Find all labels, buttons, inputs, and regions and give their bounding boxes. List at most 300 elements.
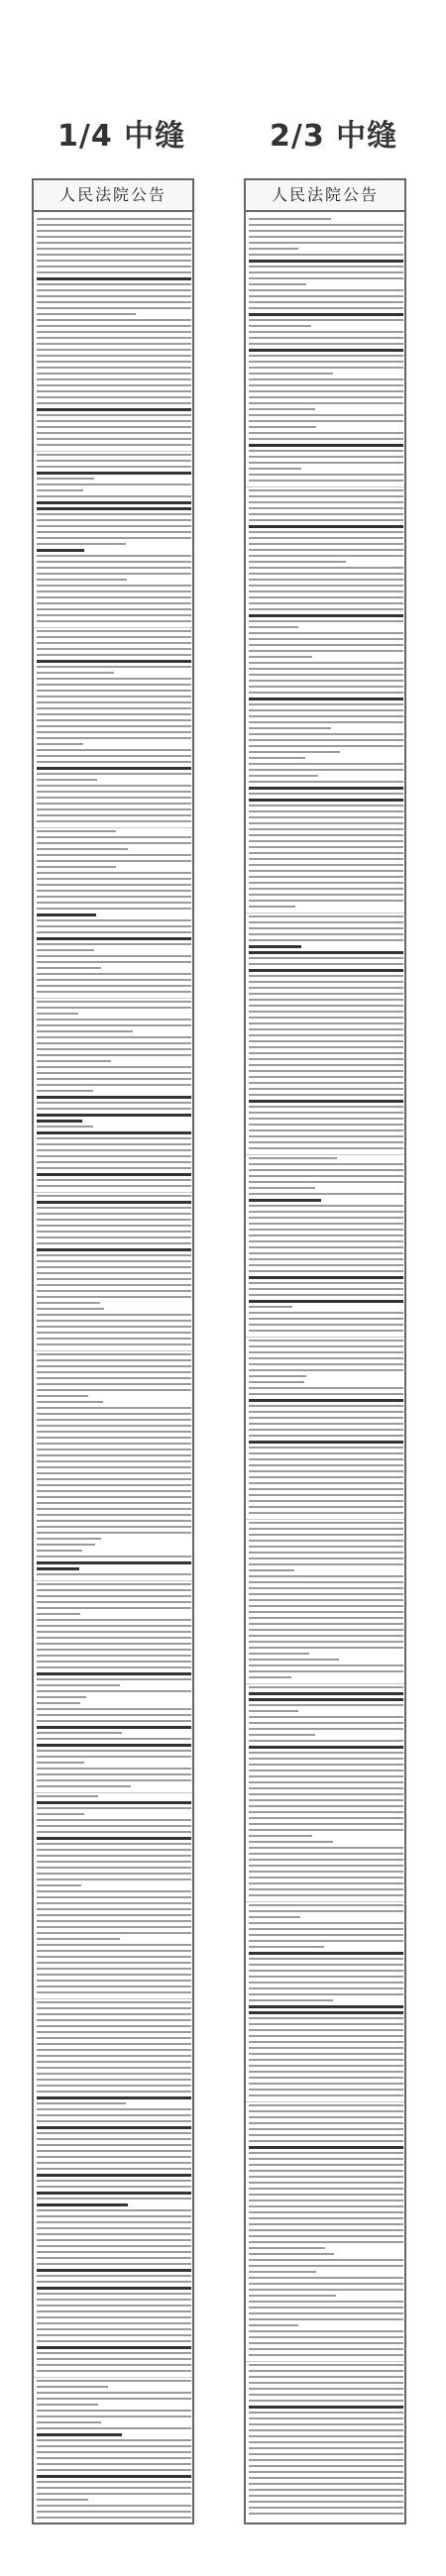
notice-text-line	[37, 743, 83, 745]
notice-text-line	[37, 254, 191, 256]
notice-text-line	[249, 1411, 403, 1413]
notice-text-line	[249, 2029, 403, 2031]
notice-text-line	[37, 343, 191, 345]
notice-text-line	[249, 283, 306, 285]
notice-text-line	[249, 2247, 325, 2249]
notice-text-line	[249, 757, 305, 759]
notice-text-line	[249, 2065, 403, 2067]
notice-text-line	[37, 1773, 191, 1775]
notice-text-line	[249, 1557, 403, 1559]
notice-text-line	[249, 1234, 403, 1236]
notice-text-line	[37, 1950, 191, 1952]
notice-text-line	[37, 2251, 191, 2253]
notice-text-line	[249, 355, 403, 357]
notice-text-line	[249, 531, 403, 533]
notice-text-line	[37, 707, 191, 709]
notice-text-line	[249, 543, 403, 545]
notice-text-line	[249, 1011, 403, 1013]
notice-text-line	[37, 2102, 126, 2104]
notice-text-line	[249, 1922, 403, 1924]
notice-text-line	[37, 1114, 191, 1117]
notice-text-line	[37, 967, 101, 969]
notice-text-line	[249, 1676, 291, 1678]
notice-text-line	[37, 2415, 191, 2417]
notice-text-line	[37, 2421, 101, 2423]
notice-text-line	[249, 1710, 298, 1712]
notice-text-line	[37, 684, 191, 686]
notice-text-line	[37, 630, 191, 632]
notice-text-line	[249, 426, 316, 428]
notice-text-line	[37, 2451, 191, 2453]
notice-text-line	[249, 1611, 403, 1613]
notice-text-line	[37, 549, 84, 552]
notice-text-line	[249, 1835, 312, 1837]
notice-text-line	[249, 1811, 403, 1813]
notice-text-line	[37, 266, 191, 268]
notice-text-line	[249, 1587, 403, 1589]
notice-text-line	[37, 1980, 191, 1982]
notice-text-line	[37, 1556, 191, 1557]
notice-text-line	[37, 890, 191, 892]
notice-text-line	[249, 289, 403, 291]
notice-text-line	[37, 2445, 191, 2447]
notice-text-line	[37, 1583, 191, 1585]
notice-text-line	[37, 301, 191, 303]
notice-text-line	[249, 2053, 403, 2055]
notice-text-line	[37, 614, 191, 616]
notice-text-line	[37, 1573, 191, 1575]
notice-text-line	[249, 495, 403, 497]
notice-text-line	[37, 902, 191, 904]
notice-text-line	[249, 2128, 403, 2130]
notice-text-line	[37, 2340, 191, 2342]
notice-text-line	[37, 1126, 93, 1127]
notice-text-line	[37, 1496, 191, 1498]
notice-text-line	[249, 1447, 403, 1449]
notice-text-line	[37, 1490, 191, 1492]
notice-text-line	[249, 2465, 403, 2467]
notice-text-line	[37, 414, 191, 416]
notice-text-line	[249, 2017, 403, 2019]
notice-text-line	[37, 1371, 191, 1373]
notice-text-line	[249, 1817, 403, 1819]
notice-separator	[34, 2377, 192, 2378]
notice-text-line	[37, 2209, 191, 2211]
notice-text-line	[37, 1048, 191, 1050]
notice-text-line	[249, 1847, 403, 1849]
notice-text-line	[37, 2245, 191, 2247]
notice-text-line	[37, 842, 191, 844]
notice-text-line	[37, 460, 191, 462]
notice-text-line	[37, 1272, 191, 1274]
notice-text-line	[249, 585, 403, 587]
notice-text-line	[249, 1647, 403, 1649]
notice-text-line	[249, 1940, 403, 1942]
notice-separator	[34, 1350, 192, 1351]
notice-text-line	[249, 1987, 403, 1989]
notice-text-line	[37, 1302, 100, 1304]
notice-text-line	[37, 1072, 191, 1074]
notice-text-line	[249, 1252, 403, 1254]
notice-text-line	[249, 1910, 403, 1912]
notice-text-line	[249, 1546, 403, 1548]
notice-text-line	[249, 224, 403, 226]
notice-text-line	[37, 1708, 191, 1710]
notice-text-line	[37, 1613, 80, 1615]
notice-text-line	[249, 1964, 403, 1966]
notice-text-line	[37, 349, 191, 351]
notice-text-line	[37, 1938, 120, 1940]
notice-text-line	[37, 390, 191, 392]
notice-text-line	[37, 931, 191, 933]
notice-text-line	[37, 678, 191, 680]
notice-text-line	[249, 1417, 403, 1419]
notice-text-line	[249, 2041, 403, 2043]
notice-text-line	[37, 373, 191, 375]
notice-text-line	[37, 1137, 191, 1139]
notice-text-line	[37, 1425, 191, 1427]
notice-text-line	[249, 1363, 403, 1365]
notice-text-line	[249, 2370, 403, 2372]
notice-text-line	[37, 2096, 191, 2099]
notice-text-line	[249, 402, 403, 404]
notice-text-line	[249, 525, 403, 528]
notice-text-line	[249, 2140, 403, 2142]
notice-text-line	[249, 2483, 403, 2485]
notice-text-line	[249, 2182, 403, 2184]
notice-text-line	[37, 991, 191, 993]
notice-text-line	[249, 680, 403, 682]
notice-text-line	[249, 662, 403, 664]
column-body-right	[246, 212, 404, 2524]
notice-text-line	[37, 761, 191, 763]
notice-text-line	[249, 692, 403, 694]
notice-text-line	[37, 2174, 191, 2177]
notice-text-line	[249, 1512, 403, 1514]
notice-text-line	[37, 2007, 191, 2009]
notice-text-line	[37, 1690, 191, 1692]
notice-text-line	[249, 1569, 294, 1571]
notice-text-line	[249, 1659, 339, 1661]
notice-text-line	[249, 1993, 403, 1995]
notice-text-line	[37, 2156, 191, 2158]
notice-text-line	[37, 1520, 191, 1522]
notice-text-line	[37, 1637, 191, 1639]
notice-text-line	[37, 1538, 101, 1540]
notice-text-line	[37, 2427, 191, 2429]
notice-text-line	[37, 1278, 191, 1280]
notice-text-line	[249, 602, 403, 604]
notice-text-line	[249, 852, 403, 854]
notice-text-line	[249, 1653, 309, 1655]
notice-text-line	[37, 1185, 191, 1187]
notice-text-line	[37, 2463, 191, 2465]
notice-text-line	[37, 1314, 191, 1316]
notice-text-line	[249, 1135, 403, 1137]
notice-text-line	[37, 585, 191, 587]
notice-text-line	[37, 1326, 191, 1328]
notice-text-line	[37, 848, 128, 850]
notice-text-line	[37, 1878, 191, 1880]
notice-text-line	[249, 957, 403, 959]
notice-text-line	[249, 686, 403, 688]
notice-text-line	[37, 2043, 191, 2045]
notice-text-line	[249, 1441, 403, 1444]
notice-text-line	[249, 1375, 306, 1377]
notice-text-line	[249, 1605, 403, 1607]
notice-text-line	[249, 933, 403, 935]
notice-text-line	[249, 2382, 403, 2384]
notice-text-line	[249, 1357, 403, 1359]
notice-text-line	[37, 307, 191, 309]
notice-text-line	[37, 1762, 84, 1764]
notice-text-line	[37, 1750, 191, 1752]
notice-text-line	[249, 468, 301, 470]
notice-text-line	[37, 1607, 191, 1609]
notice-text-line	[37, 1219, 191, 1221]
column-title-right: 人民法院公告	[246, 180, 404, 212]
notice-text-line	[37, 242, 191, 244]
notice-text-line	[249, 963, 403, 965]
notice-text-line	[37, 1532, 191, 1534]
notice-text-line	[249, 2047, 403, 2049]
notice-text-line	[37, 1254, 191, 1256]
notice-text-line	[37, 402, 191, 404]
notice-text-line	[37, 519, 191, 521]
notice-separator	[246, 1901, 404, 1902]
notice-text-line	[37, 1843, 191, 1845]
notice-text-line	[37, 814, 191, 816]
notice-text-line	[249, 1799, 403, 1801]
notice-text-line	[37, 1514, 191, 1516]
notice-text-line	[37, 1726, 191, 1729]
notice-text-line	[249, 2116, 403, 2118]
notice-text-line	[249, 1405, 403, 1407]
notice-text-line	[249, 242, 403, 244]
notice-text-line	[249, 840, 403, 842]
notice-text-line	[37, 1625, 191, 1627]
notice-text-line	[37, 602, 191, 604]
notice-text-line	[249, 1764, 403, 1766]
notice-text-line	[249, 218, 331, 220]
notice-text-line	[37, 444, 191, 446]
notice-text-line	[249, 432, 403, 434]
notice-text-line	[37, 1867, 191, 1869]
notice-text-line	[249, 1076, 403, 1078]
notice-text-line	[37, 537, 191, 539]
notice-text-line	[249, 2188, 403, 2190]
notice-text-line	[37, 218, 191, 220]
notice-text-line	[37, 1795, 98, 1797]
notice-separator	[34, 1998, 192, 1999]
notice-text-line	[249, 579, 403, 581]
notice-text-line	[37, 1236, 191, 1238]
notice-text-line	[37, 1401, 103, 1403]
notice-text-line	[249, 1282, 403, 1284]
notice-text-line	[37, 1108, 191, 1110]
notice-text-line	[249, 1052, 403, 1054]
notice-text-line	[249, 1805, 403, 1807]
notice-text-line	[37, 1078, 191, 1080]
notice-text-line	[37, 791, 191, 793]
notice-text-line	[249, 2429, 403, 2431]
notice-text-line	[249, 2312, 403, 2314]
notice-text-line	[249, 1853, 403, 1855]
notice-text-line	[37, 472, 191, 475]
notice-text-line	[249, 1698, 403, 1701]
notice-text-line	[37, 355, 191, 357]
notice-text-line	[37, 2215, 191, 2217]
notice-text-line	[249, 2364, 403, 2366]
notice-text-line	[37, 1060, 111, 1062]
notice-text-line	[37, 2469, 191, 2471]
notice-text-line	[37, 513, 191, 515]
notice-text-line	[249, 2453, 403, 2455]
notice-text-line	[37, 277, 191, 280]
notice-text-line	[37, 1030, 133, 1032]
notice-text-line	[249, 1686, 403, 1688]
notice-text-line	[37, 489, 83, 491]
notice-text-line	[249, 2158, 403, 2160]
notice-text-line	[37, 1678, 191, 1680]
notice-text-line	[249, 2059, 403, 2061]
notice-text-line	[249, 1746, 403, 1749]
notice-text-line	[37, 2346, 191, 2349]
notice-text-line	[249, 1976, 403, 1978]
notice-text-line	[249, 709, 403, 711]
notice-text-line	[249, 1787, 403, 1789]
notice-text-line	[249, 414, 403, 416]
notice-text-line	[249, 1100, 403, 1103]
notice-text-line	[37, 1986, 191, 1987]
notice-text-line	[249, 1199, 321, 1202]
notice-text-line	[37, 2019, 191, 2021]
notice-text-line	[37, 1460, 191, 1462]
notice-text-line	[37, 1696, 86, 1698]
notice-text-line	[249, 1734, 315, 1736]
notice-text-line	[249, 1147, 403, 1149]
notice-text-line	[249, 2005, 403, 2008]
notice-text-line	[249, 519, 403, 521]
notice-text-line	[249, 2324, 298, 2326]
notice-text-line	[249, 727, 331, 729]
notice-text-line	[249, 1258, 403, 1260]
notice-text-line	[249, 1534, 403, 1536]
notice-text-line	[249, 2354, 403, 2356]
notice-text-line	[249, 1552, 403, 1554]
notice-text-line	[249, 301, 403, 303]
notice-text-line	[37, 1873, 191, 1875]
notice-text-line	[37, 1589, 191, 1591]
notice-text-line	[249, 763, 403, 765]
notice-text-line	[249, 1506, 403, 1508]
notice-text-line	[249, 614, 403, 617]
notice-text-line	[37, 1383, 191, 1385]
notice-text-line	[37, 979, 191, 981]
notice-text-line	[37, 701, 191, 703]
notice-text-line	[249, 444, 403, 447]
notice-text-line	[37, 426, 191, 428]
notice-text-line	[249, 2146, 403, 2149]
notice-column-right	[244, 178, 406, 2524]
notice-text-line	[249, 537, 403, 539]
notice-text-line	[249, 644, 403, 646]
notice-text-line	[249, 620, 403, 622]
notice-text-line	[37, 961, 191, 963]
notice-text-line	[37, 713, 191, 715]
notice-text-line	[37, 896, 191, 898]
notice-text-line	[37, 531, 191, 533]
notice-text-line	[249, 1617, 403, 1619]
notice-text-line	[249, 2152, 403, 2154]
notice-text-line	[249, 1540, 403, 1542]
notice-text-line	[249, 876, 403, 878]
notice-text-line	[37, 696, 191, 698]
notice-text-line	[249, 1575, 403, 1577]
notice-text-line	[37, 295, 191, 297]
notice-text-line	[249, 1952, 403, 1955]
notice-text-line	[249, 906, 295, 908]
notice-text-line	[249, 549, 403, 551]
notice-text-line	[37, 2281, 191, 2283]
notice-text-line	[249, 236, 403, 238]
notice-text-line	[37, 1768, 191, 1770]
notice-text-line	[249, 2271, 316, 2273]
notice-text-line	[249, 1500, 403, 1502]
notice-text-line	[37, 854, 191, 856]
notice-text-line	[37, 878, 191, 880]
notice-text-line	[249, 703, 403, 705]
notice-text-line	[249, 632, 403, 634]
notice-text-line	[37, 1661, 191, 1663]
notice-text-line	[37, 1631, 191, 1633]
notice-text-line	[249, 2495, 403, 2497]
notice-text-line	[249, 408, 315, 410]
notice-text-line	[249, 2077, 403, 2079]
notice-text-line	[249, 1046, 403, 1048]
notice-text-line	[37, 2511, 191, 2513]
notice-text-line	[37, 271, 191, 273]
notice-text-line	[249, 295, 403, 297]
notice-text-line	[249, 513, 403, 515]
notice-text-line	[37, 367, 191, 369]
notice-text-line	[249, 420, 403, 422]
notice-text-line	[249, 378, 403, 380]
notice-separator	[246, 1519, 404, 1520]
notice-text-line	[249, 1187, 315, 1189]
notice-text-line	[37, 573, 191, 575]
notice-text-line	[249, 337, 403, 339]
notice-text-line	[249, 1129, 403, 1131]
notice-text-line	[249, 721, 403, 723]
notice-text-line	[249, 2265, 403, 2267]
notice-text-line	[37, 1066, 191, 1068]
notice-text-line	[249, 319, 403, 321]
notice-text-line	[249, 1351, 403, 1353]
notice-text-line	[37, 1419, 191, 1421]
notice-text-line	[37, 1290, 191, 1292]
notice-text-line	[249, 1823, 403, 1825]
notice-text-line	[37, 1120, 82, 1123]
notice-text-line	[37, 1042, 191, 1044]
notice-text-line	[37, 1831, 191, 1833]
notice-text-line	[37, 2275, 191, 2277]
notice-text-line	[249, 828, 403, 830]
notice-text-line	[249, 1058, 403, 1060]
notice-text-line	[249, 915, 403, 917]
notice-separator	[34, 1580, 192, 1581]
notice-text-line	[249, 474, 403, 476]
